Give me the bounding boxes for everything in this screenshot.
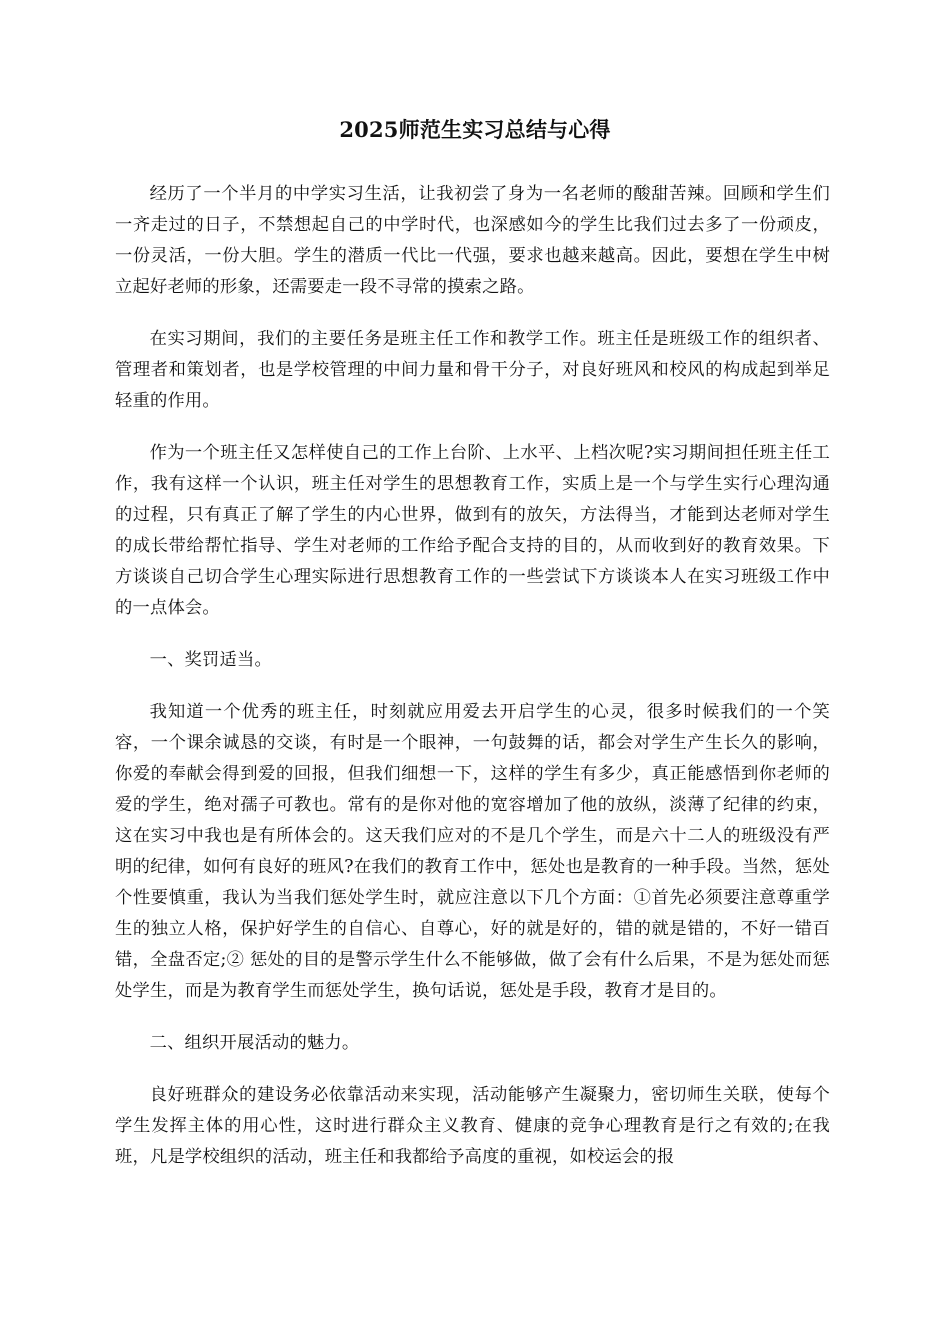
document-title: 2025师范生实习总结与心得 xyxy=(339,117,611,142)
paragraph-rewards-punishments: 我知道一个优秀的班主任，时刻就应用爱去开启学生的心灵，很多时候我们的一个笑容，一个课余诚恳的交谈，有时是一个眼神，一句鼓舞的话，都会对学生产生长久的影响，你爱的奉献会得到爱的回报，但我们细想一下，这样的学生有多少，真正能感悟到你老师的爱的学生，绝对孺子可教也。常有的是你对他的宽容增加了他的放纵，淡薄了纪律的约束，这在实习中我也是有所体会的。这天我们应对的不是几个学生，而是六十二人的班级没有严明的纪律，如何有良好的班风?在我们的教育工作中，惩处也是教育的一种手段。当然，惩处个性要慎重，我认为当我们惩处学生时，就应注意以下几个方面：①首先必须要注意尊重学生的独立人格，保护好学生的自信心、自尊心，好的就是好的，错的就是错的，不好一错百错，全盘否定;② 惩处的目的是警示学生什么不能够做，做了会有什么后果，不是为惩处而惩处学生，而是为教育学生而惩处学生，换句话说，惩处是手段，教育才是目的。 xyxy=(115,702,830,1001)
section-heading-activities: 二、组织开展活动的魅力。 xyxy=(149,1033,360,1053)
paragraph-activities: 良好班群众的建设务必依靠活动来实现，活动能够产生凝聚力，密切师生关联，使每个学生发挥主体的用心性，这时进行群众主义教育、健康的竞争心理教育是行之有效的;在我班，凡是学校组织的活动，班主任和我都给予高度的重视，如校运会的报 xyxy=(115,1085,830,1167)
section-heading-rewards-punishments: 一、奖罚适当。 xyxy=(149,650,272,670)
paragraph-class-teacher-work: 作为一个班主任又怎样使自己的工作上台阶、上水平、上档次呢?实习期间担任班主任工作，我有这样一个认识，班主任对学生的思想教育工作，实质上是一个与学生实行心理沟通的过程，只有真正了解了学生的内心世界，做到有的放矢，方法得当，才能到达老师对学生的成长带给帮忙指导、学生对老师的工作给予配合支持的目的，从而收到好的教育效果。下方谈谈自己切合学生心理实际进行思想教育工作的一些尝试下方谈谈本人在实习班级工作中的一点体会。 xyxy=(115,443,830,618)
document-body xyxy=(115,179,830,1194)
paragraph-intro: 经历了一个半月的中学实习生活，让我初尝了身为一名老师的酸甜苦辣。回顾和学生们一齐走过的日子，不禁想起自己的中学时代，也深感如今的学生比我们过去多了一份顽皮，一份灵活，一份大胆。学生的潜质一代比一代强，要求也越来越高。因此，要想在学生中树立起好老师的形象，还需要走一段不寻常的摸索之路。 xyxy=(115,184,830,297)
paragraph-main-tasks: 在实习期间，我们的主要任务是班主任工作和教学工作。班主任是班级工作的组织者、管理者和策划者，也是学校管理的中间力量和骨干分子，对良好班风和校风的构成起到举足轻重的作用。 xyxy=(115,329,830,411)
